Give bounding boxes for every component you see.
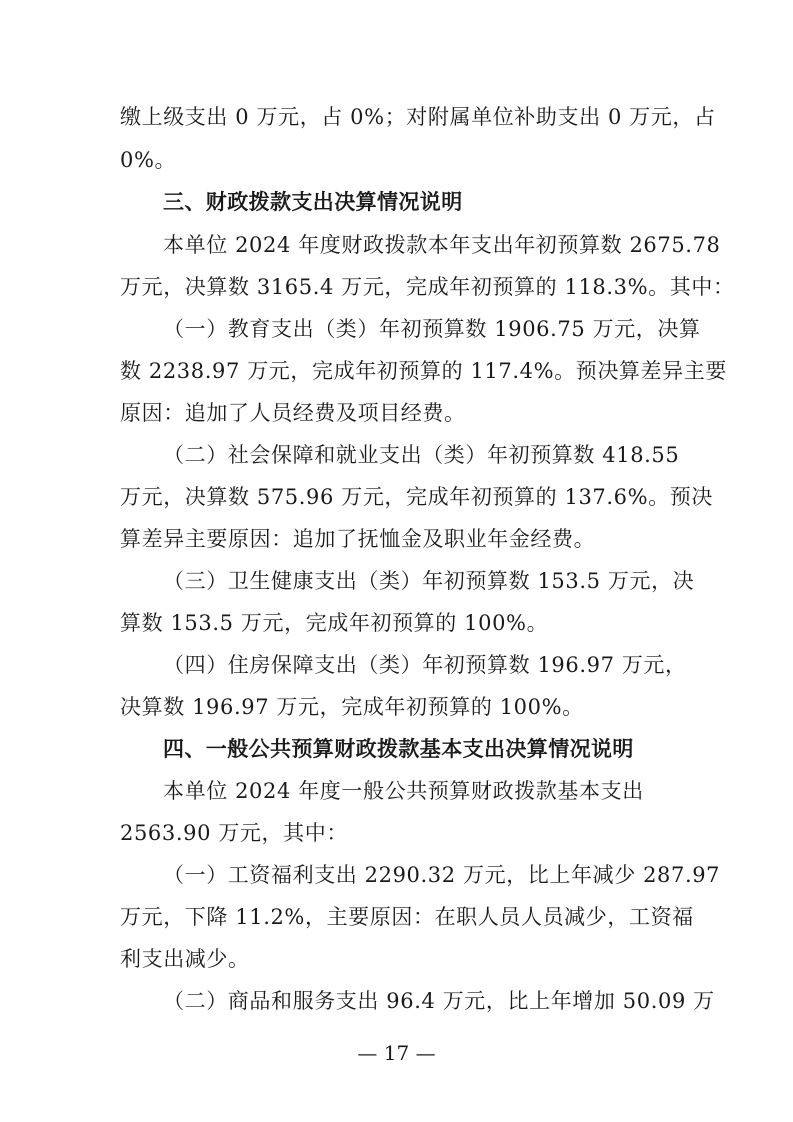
paragraph-start: 本单位 2024 年度财政拨款本年支出年初预算数 2675.78: [163, 233, 721, 257]
section-heading: 四、一般公共预算财政拨款基本支出决算情况说明: [163, 737, 634, 761]
text-line: 数 2238.97 万元，完成年初预算的 117.4%。预决算差异主要: [120, 359, 727, 383]
paragraph-start: 本单位 2024 年度一般公共预算财政拨款基本支出: [163, 779, 644, 803]
paragraph-start: （二）社会保障和就业支出（类）年初预算数 418.55: [163, 443, 680, 467]
paragraph-start: （一）教育支出（类）年初预算数 1906.75 万元，决算: [163, 317, 701, 341]
text-line: 2563.90 万元，其中：: [120, 821, 348, 845]
text-line: 算数 153.5 万元，完成年初预算的 100%。: [120, 611, 549, 635]
text-line: 万元，决算数 3165.4 万元，完成年初预算的 118.3%。其中：: [120, 275, 735, 299]
text-line: 算差异主要原因：追加了抚恤金及职业年金经费。: [120, 527, 596, 551]
paragraph-start: （四）住房保障支出（类）年初预算数 196.97 万元，: [163, 653, 687, 677]
text-line: 万元，下降 11.2%，主要原因：在职人员人员减少，工资福: [120, 905, 694, 929]
section-heading: 三、财政拨款支出决算情况说明: [163, 190, 463, 214]
paragraph-start: （二）商品和服务支出 96.4 万元，比上年增加 50.09 万: [163, 989, 715, 1013]
text-line: 利支出减少。: [120, 947, 250, 971]
text-line: 0%。: [120, 148, 177, 172]
text-line: 原因：追加了人员经费及项目经费。: [120, 401, 466, 425]
text-line: 万元，决算数 575.96 万元，完成年初预算的 137.6%。预决: [120, 485, 713, 509]
text-line: 决算数 196.97 万元，完成年初预算的 100%。: [120, 695, 584, 719]
paragraph-start: （一）工资福利支出 2290.32 万元，比上年减少 287.97: [163, 863, 721, 887]
page-number: — 17 —: [357, 1041, 436, 1065]
paragraph-start: （三）卫生健康支出（类）年初预算数 153.5 万元，决: [163, 569, 695, 593]
text-line: 缴上级支出 0 万元，占 0%；对附属单位补助支出 0 万元，占: [120, 105, 716, 129]
